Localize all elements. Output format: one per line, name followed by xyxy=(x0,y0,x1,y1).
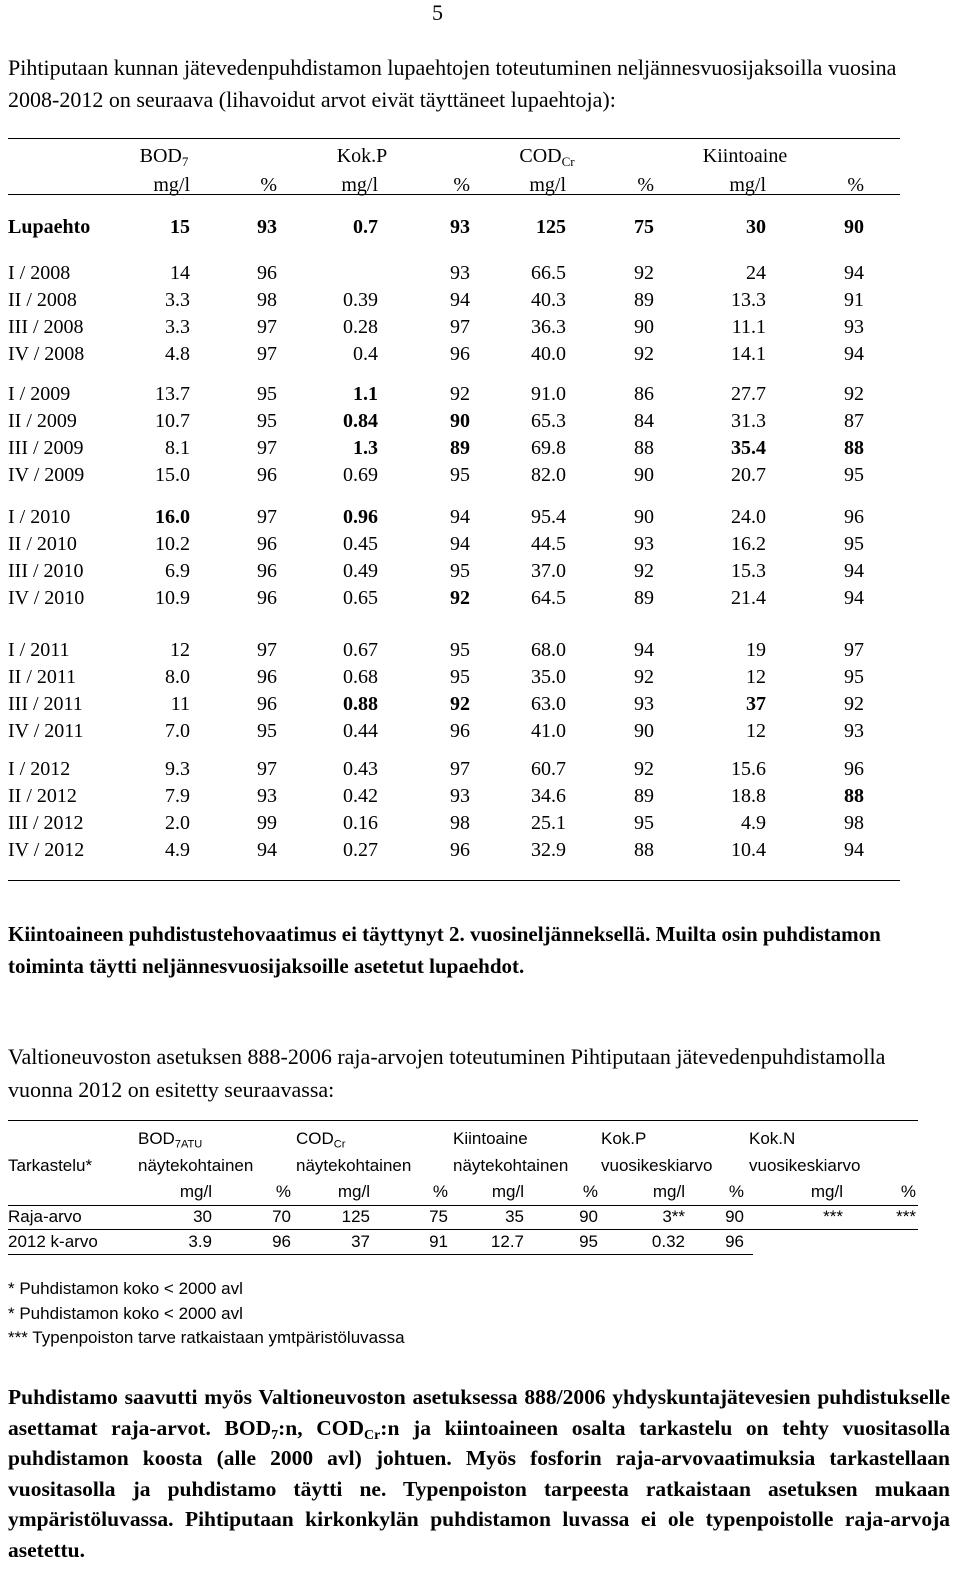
table-cell: 90 xyxy=(634,720,654,742)
table-cell: 94 xyxy=(844,343,864,365)
table-cell: 0.45 xyxy=(343,533,378,555)
conclusion-text: Puhdistamo saavutti myös Valtioneuvoston asetuksessa 888/2006 yhdyskuntajätevesien puhdistukselle asettamat raja-arvot. $BOD_7:n$, $COD_{Cr}:n$ ja kiintoaineen osalta tarkastelu on tehty vuositasolla puhdistamon koosta (alle 2000 avl) johtuen. Myös fosforin raja-arvovaatimuksia tarkastellaan vuositasolla ja puhdistamo täytti ne. Typenpoiston tarpeesta ratkaistaan asetuksen mukaan ympäristöluvassa. Pihtiputaan kirkonkylän puhdistamon luvassa ei ole typenpoistolle raja-arvoja asetettu. xyxy=(8,1385,950,1562)
unit-header: mg/l xyxy=(179,1182,212,1201)
table-cell: 90 xyxy=(634,506,654,528)
quarter-label: IV / 2012 xyxy=(8,839,85,861)
quarter-label: II / 2011 xyxy=(8,666,77,688)
permit-value: 75 xyxy=(634,216,654,238)
table-cell: 3.3 xyxy=(165,289,190,311)
table-cell: 88 xyxy=(634,839,654,861)
table-cell: 96 xyxy=(257,262,277,284)
table-cell: 89 xyxy=(450,437,470,459)
table-cell: 99 xyxy=(257,812,277,834)
table-cell: 89 xyxy=(634,289,654,311)
table-cell: 92 xyxy=(634,666,654,688)
table-cell: 14.1 xyxy=(731,343,766,365)
table-cell: 90 xyxy=(725,1207,744,1226)
table-cell: 97 xyxy=(257,316,277,338)
table-cell: 0.84 xyxy=(343,410,378,432)
permit-value: 93 xyxy=(257,216,277,238)
quarter-label: IV / 2008 xyxy=(8,343,85,365)
table-cell: 10.4 xyxy=(731,839,766,861)
table-cell: 96 xyxy=(844,758,864,780)
table-cell: 37.0 xyxy=(531,560,566,582)
quarter-label: II / 2009 xyxy=(8,410,77,432)
column-group-header: $BOD_7$ xyxy=(139,145,189,169)
table-cell: 4.9 xyxy=(741,812,766,834)
table-cell: 21.4 xyxy=(731,587,766,609)
table-cell: 97 xyxy=(450,758,470,780)
table-cell: 1.3 xyxy=(353,437,378,459)
table-cell: 90 xyxy=(634,464,654,486)
unit-header: % xyxy=(260,174,277,196)
quarter-label: III / 2009 xyxy=(8,437,84,459)
row-label: Raja-arvo xyxy=(8,1207,82,1226)
table-cell: 96 xyxy=(257,587,277,609)
table-cell: 75 xyxy=(429,1207,448,1226)
table-cell: 34.6 xyxy=(531,785,566,807)
table-cell: 95 xyxy=(634,812,654,834)
table-cell: 0.49 xyxy=(343,560,378,582)
table-cell: 98 xyxy=(257,289,277,311)
table-cell: 7.0 xyxy=(165,720,190,742)
table-cell: 3.9 xyxy=(188,1232,212,1251)
table-cell: 97 xyxy=(844,639,864,661)
table-cell: 11.1 xyxy=(731,316,766,338)
quarter-label: I / 2010 xyxy=(8,506,71,528)
quarter-label: IV / 2011 xyxy=(8,720,84,742)
table-cell: 0.42 xyxy=(343,785,378,807)
column-group-header: Kiintoaine xyxy=(453,1129,528,1148)
table-cell: 93 xyxy=(257,785,277,807)
table-cell: 66.5 xyxy=(531,262,566,284)
table-cell: 95 xyxy=(450,464,470,486)
table-cell: 19 xyxy=(746,639,766,661)
table-cell: 13.3 xyxy=(731,289,766,311)
table-cell: 90 xyxy=(450,410,470,432)
table-cell: 98 xyxy=(844,812,864,834)
table-cell: 32.9 xyxy=(531,839,566,861)
table-cell: 84 xyxy=(634,410,654,432)
table-cell: 86 xyxy=(634,383,654,405)
table-cell: 89 xyxy=(634,785,654,807)
unit-header: mg/l xyxy=(491,1182,524,1201)
table-cell: 0.44 xyxy=(343,720,378,742)
table-cell: 125 xyxy=(341,1207,370,1226)
table-cell: 96 xyxy=(257,464,277,486)
table-cell: 93 xyxy=(634,693,654,715)
table-cell: 37 xyxy=(351,1232,370,1251)
table-cell: 16.0 xyxy=(155,506,190,528)
table-cell: 40.0 xyxy=(531,343,566,365)
table-cell: 97 xyxy=(257,343,277,365)
table-cell: 96 xyxy=(272,1232,291,1251)
quarter-label: III / 2011 xyxy=(8,693,83,715)
unit-header: mg/l xyxy=(153,174,190,196)
table-cell: 95 xyxy=(450,639,470,661)
table-cell: 6.9 xyxy=(165,560,190,582)
table2-row-rule xyxy=(8,1229,918,1230)
table-cell: 92 xyxy=(450,587,470,609)
unit-header: mg/l xyxy=(529,174,566,196)
unit-header: mg/l xyxy=(341,174,378,196)
column-group-header: $BOD_{7ATU}$ xyxy=(138,1129,203,1151)
table-cell: 94 xyxy=(634,639,654,661)
row-label: 2012 k-arvo xyxy=(8,1232,98,1251)
table-cell: 95 xyxy=(844,533,864,555)
table-cell: 97 xyxy=(257,758,277,780)
column-subheader: vuosikeskiarvo xyxy=(749,1156,861,1175)
table-cell: 95 xyxy=(579,1232,598,1251)
unit-header: mg/l xyxy=(337,1182,370,1201)
footnote: *** Typenpoiston tarve ratkaistaan ymtpäristöluvassa xyxy=(8,1328,405,1347)
permit-value: 30 xyxy=(746,216,766,238)
table-cell: 25.1 xyxy=(531,812,566,834)
table2-bottom-rule xyxy=(8,1254,753,1255)
table-cell: 36.3 xyxy=(531,316,566,338)
table-cell: 95 xyxy=(257,720,277,742)
table-cell: 15.0 xyxy=(155,464,190,486)
unit-header: mg/l xyxy=(729,174,766,196)
table-cell: 93 xyxy=(450,785,470,807)
table-cell: 90 xyxy=(634,316,654,338)
table-cell: 60.7 xyxy=(531,758,566,780)
table-cell: 0.65 xyxy=(343,587,378,609)
table-cell: 93 xyxy=(450,262,470,284)
table-cell: 24 xyxy=(746,262,766,284)
table-cell: 95 xyxy=(450,560,470,582)
note-text: Kiintoaineen puhdistustehovaatimus ei täyttynyt 2. vuosineljänneksellä. Muilta osin puhdistamon toiminta täytti neljännesvuosijaksoille asetetut lupaehdot. xyxy=(8,922,881,978)
table-cell: 3.3 xyxy=(165,316,190,338)
table-cell: 1.1 xyxy=(353,383,378,405)
quarter-label: I / 2009 xyxy=(8,383,71,405)
unit-header: % xyxy=(728,1182,744,1201)
quarter-label: II / 2010 xyxy=(8,533,77,555)
table-cell: 27.7 xyxy=(731,383,766,405)
table-cell: 15.6 xyxy=(731,758,766,780)
table-cell: 16.2 xyxy=(731,533,766,555)
unit-header: mg/l xyxy=(652,1182,685,1201)
table-cell: 35.0 xyxy=(531,666,566,688)
table-cell: 7.9 xyxy=(165,785,190,807)
table-cell: 0.43 xyxy=(343,758,378,780)
column-subheader: näytekohtainen xyxy=(138,1156,254,1175)
column-group-header: $COD_{Cr}$ xyxy=(296,1129,346,1151)
unit-header: % xyxy=(847,174,864,196)
table-cell: 94 xyxy=(844,839,864,861)
table-cell: 0.96 xyxy=(343,506,378,528)
quarter-label: I / 2008 xyxy=(8,262,71,284)
table2-top-rule xyxy=(8,1120,918,1121)
table-cell: 8.0 xyxy=(165,666,190,688)
table-cell: 88 xyxy=(844,437,864,459)
permit-value: 90 xyxy=(844,216,864,238)
table-cell: 82.0 xyxy=(531,464,566,486)
table-cell: 12 xyxy=(170,639,190,661)
table-cell: 88 xyxy=(844,785,864,807)
table-cell: 93 xyxy=(634,533,654,555)
table-cell: 87 xyxy=(844,410,864,432)
table-cell: 96 xyxy=(257,693,277,715)
unit-header: % xyxy=(432,1182,448,1201)
column-subheader: vuosikeskiarvo xyxy=(601,1156,713,1175)
table2-header-rule xyxy=(8,1205,918,1206)
table-cell: 0.4 xyxy=(353,343,378,365)
quarter-label: III / 2008 xyxy=(8,316,84,338)
table-top-rule xyxy=(8,138,900,139)
table-cell: 0.69 xyxy=(343,464,378,486)
permit-value: 0.7 xyxy=(353,216,378,238)
table-cell: 95 xyxy=(844,464,864,486)
table-cell: 0.16 xyxy=(343,812,378,834)
row-label: Lupaehto xyxy=(8,216,91,238)
table-cell: *** xyxy=(823,1207,843,1226)
table-cell: 3** xyxy=(662,1207,685,1226)
permit-value: 125 xyxy=(536,216,566,238)
table-cell: 0.28 xyxy=(343,316,378,338)
table-cell: 44.5 xyxy=(531,533,566,555)
table-cell: 0.27 xyxy=(343,839,378,861)
table-cell: 97 xyxy=(450,316,470,338)
column-group-header: Kok.P xyxy=(336,145,388,167)
table-cell: 94 xyxy=(257,839,277,861)
table-cell: 90 xyxy=(579,1207,598,1226)
table-cell: 96 xyxy=(450,343,470,365)
unit-header: % xyxy=(275,1182,291,1201)
table-cell: 97 xyxy=(257,506,277,528)
quarter-label: III / 2010 xyxy=(8,560,84,582)
table-cell: *** xyxy=(896,1207,916,1226)
table-cell: 92 xyxy=(844,693,864,715)
column-subheader: näytekohtainen xyxy=(453,1156,569,1175)
table-cell: 97 xyxy=(257,639,277,661)
table-cell: 95.4 xyxy=(531,506,566,528)
page-number: 5 xyxy=(432,0,443,25)
table-cell: 96 xyxy=(257,560,277,582)
table-cell: 8.1 xyxy=(165,437,190,459)
table-cell: 4.8 xyxy=(165,343,190,365)
permit-value: 15 xyxy=(170,216,190,238)
table-bottom-rule xyxy=(8,880,900,881)
table-cell: 12 xyxy=(746,666,766,688)
footnote: * Puhdistamon koko < 2000 avl xyxy=(8,1279,243,1298)
table-cell: 18.8 xyxy=(731,785,766,807)
table-cell: 10.2 xyxy=(155,533,190,555)
table-cell: 35 xyxy=(505,1207,524,1226)
table-cell: 11 xyxy=(170,693,190,715)
table-cell: 95 xyxy=(844,666,864,688)
table-cell: 10.9 xyxy=(155,587,190,609)
unit-header: % xyxy=(637,174,654,196)
table-cell: 0.68 xyxy=(343,666,378,688)
quarter-label: III / 2012 xyxy=(8,812,84,834)
unit-header: % xyxy=(582,1182,598,1201)
table-cell: 12.7 xyxy=(490,1232,524,1251)
table-cell: 0.67 xyxy=(343,639,378,661)
table-cell: 98 xyxy=(450,812,470,834)
table-cell: 9.3 xyxy=(165,758,190,780)
table-cell: 24.0 xyxy=(731,506,766,528)
quarter-label: II / 2012 xyxy=(8,785,77,807)
table-cell: 94 xyxy=(450,506,470,528)
footnote: * Puhdistamon koko < 2000 avl xyxy=(8,1304,243,1323)
table-cell: 70 xyxy=(272,1207,291,1226)
table-cell: 96 xyxy=(257,666,277,688)
table-cell: 94 xyxy=(844,262,864,284)
regulation-intro-text: Valtioneuvoston asetuksen 888-2006 raja-arvojen toteutuminen Pihtiputaan jätevedenpuhdistamolla vuonna 2012 on esitetty seuraavassa: xyxy=(8,1044,886,1102)
row-header-label: Tarkastelu* xyxy=(8,1156,93,1175)
table-cell: 65.3 xyxy=(531,410,566,432)
unit-header: % xyxy=(900,1182,916,1201)
table-cell: 92 xyxy=(844,383,864,405)
table-cell: 15.3 xyxy=(731,560,766,582)
table-cell: 13.7 xyxy=(155,383,190,405)
table-cell: 20.7 xyxy=(731,464,766,486)
table-cell: 94 xyxy=(450,289,470,311)
table-cell: 88 xyxy=(634,437,654,459)
table-cell: 64.5 xyxy=(531,587,566,609)
table-cell: 91.0 xyxy=(531,383,566,405)
column-group-header: $COD_{Cr}$ xyxy=(519,145,575,169)
column-group-header: Kiintoaine xyxy=(702,145,788,167)
quarter-label: II / 2008 xyxy=(8,289,77,311)
table-cell: 37 xyxy=(746,693,766,715)
column-group-header: Kok.N xyxy=(749,1129,796,1148)
table-cell: 2.0 xyxy=(165,812,190,834)
column-group-header: Kok.P xyxy=(601,1129,647,1148)
table-cell: 95 xyxy=(450,666,470,688)
table-cell: 96 xyxy=(450,839,470,861)
table-cell: 94 xyxy=(844,560,864,582)
table-cell: 12 xyxy=(746,720,766,742)
table-cell: 4.9 xyxy=(165,839,190,861)
unit-header: mg/l xyxy=(810,1182,843,1201)
table-cell: 93 xyxy=(844,720,864,742)
table-cell: 14 xyxy=(170,262,190,284)
table-cell: 95 xyxy=(257,410,277,432)
unit-header: % xyxy=(453,174,470,196)
table-cell: 91 xyxy=(844,289,864,311)
table-cell: 96 xyxy=(725,1232,744,1251)
table-cell: 92 xyxy=(634,758,654,780)
table-cell: 35.4 xyxy=(731,437,766,459)
table-cell: 96 xyxy=(844,506,864,528)
table-cell: 68.0 xyxy=(531,639,566,661)
quarter-label: I / 2012 xyxy=(8,758,71,780)
table-cell: 69.8 xyxy=(531,437,566,459)
table-cell: 63.0 xyxy=(531,693,566,715)
table-cell: 10.7 xyxy=(155,410,190,432)
table-cell: 92 xyxy=(634,560,654,582)
table-cell: 96 xyxy=(450,720,470,742)
table-cell: 92 xyxy=(450,383,470,405)
quarter-label: I / 2011 xyxy=(8,639,70,661)
column-subheader: näytekohtainen xyxy=(296,1156,412,1175)
table-cell: 95 xyxy=(257,383,277,405)
intro-text: Pihtiputaan kunnan jätevedenpuhdistamon lupaehtojen toteutuminen neljännesvuosijaksoilla vuosina 2008-2012 on seuraava (lihavoidut arvot eivät täyttäneet lupaehtoja): xyxy=(8,55,897,112)
table-cell: 92 xyxy=(450,693,470,715)
table-cell: 0.32 xyxy=(651,1232,685,1251)
table-cell: 97 xyxy=(257,437,277,459)
table-cell: 31.3 xyxy=(731,410,766,432)
table-cell: 40.3 xyxy=(531,289,566,311)
table-cell: 92 xyxy=(634,262,654,284)
table-cell: 89 xyxy=(634,587,654,609)
table-cell: 30 xyxy=(193,1207,212,1226)
table-cell: 91 xyxy=(429,1232,448,1251)
table-cell: 94 xyxy=(450,533,470,555)
quarter-label: IV / 2009 xyxy=(8,464,85,486)
permit-value: 93 xyxy=(450,216,470,238)
table-cell: 0.88 xyxy=(343,693,378,715)
table-cell: 92 xyxy=(634,343,654,365)
table-cell: 94 xyxy=(844,587,864,609)
table-cell: 0.39 xyxy=(343,289,378,311)
table-cell: 41.0 xyxy=(531,720,566,742)
table-cell: 93 xyxy=(844,316,864,338)
quarter-label: IV / 2010 xyxy=(8,587,85,609)
table-cell: 96 xyxy=(257,533,277,555)
